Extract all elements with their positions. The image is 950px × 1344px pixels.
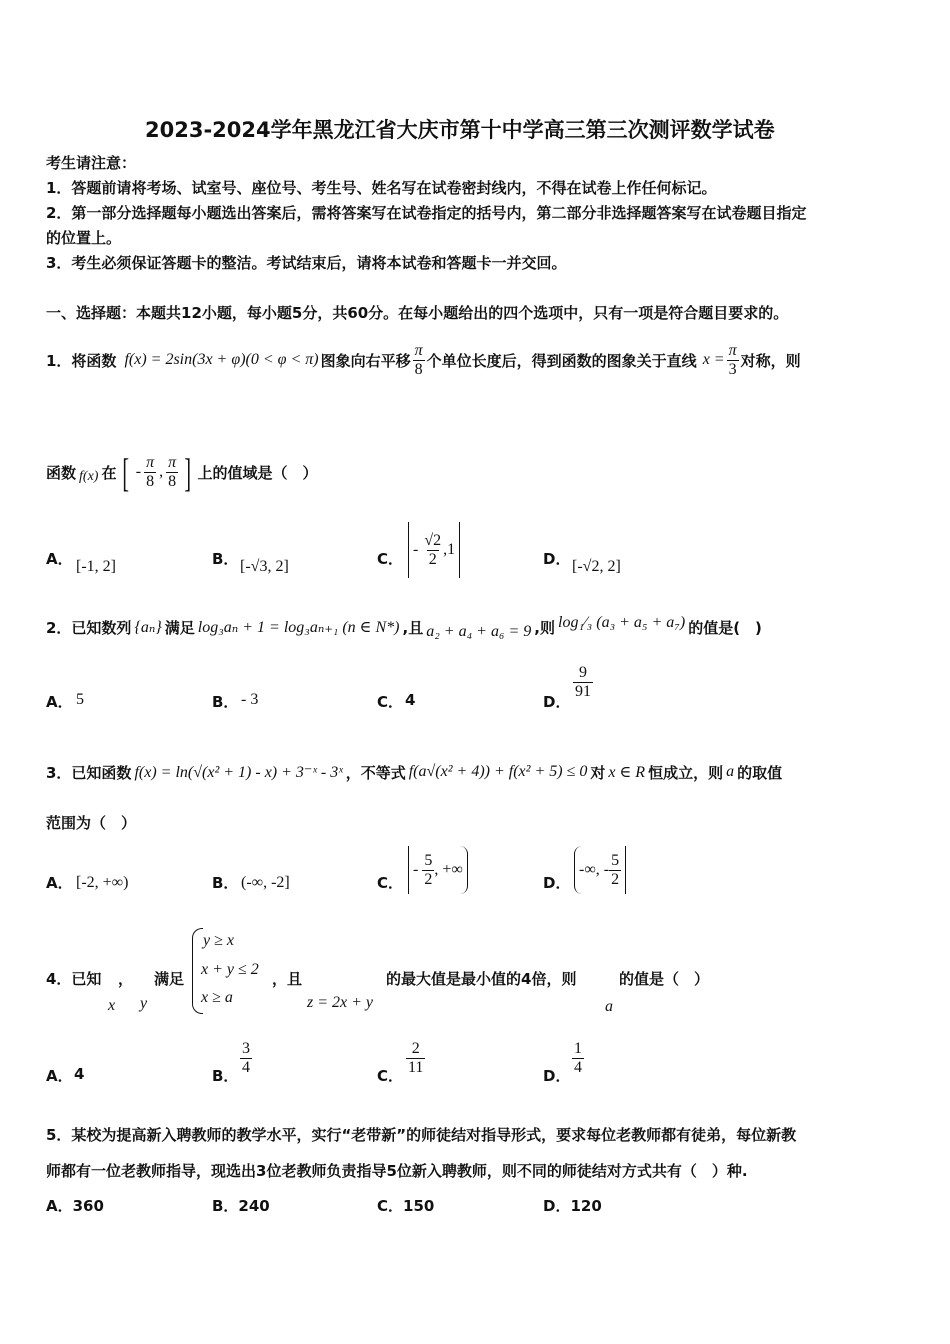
q4-suffix: 的值是（ ） [619,970,710,988]
notice-item: 2．第一部分选择题每小题选出答案后，需将答案写在试卷指定的括号内，第二部分非选择题答案写在试卷题目指定 [46,204,807,222]
q3-option-c-value [408,846,468,894]
q1-option-d-label: D． [543,550,571,568]
q3-option-d-value [574,846,626,894]
q2-text: ,且 [402,618,424,637]
q2-text: ,则 [534,618,555,637]
q1-interval-left [144,454,156,491]
q4-b-fraction [240,1040,252,1077]
q2-relation: log₃aₙ + 1 = log₃aₙ₊₁ (n ∈ N*) [197,619,400,636]
q1-c-tail: ,1 [443,541,456,558]
q3-inequality: f(a√(x² + 4)) + f(x² + 5) ≤ 0 [408,763,588,780]
question-5-line1: 5．某校为提高新入聘教师的教学水平，实行“老带新”的师徒结对指导形式，要求每位老教师都有徒弟，每位新教 [46,1126,797,1144]
q2-suffix: 的值是( ) [688,618,762,637]
q4-d-den: 4 [574,1059,582,1076]
q1-line-den: 3 [728,360,737,378]
q3-function: f(x) = ln(√(x² + 1) - x) + 3⁻ˣ - 3ˣ [134,764,343,781]
q4-x: x [108,997,116,1014]
question-5-line2: 师都有一位老教师指导，现选出3位老教师负责指导5位新入聘教师，则不同的师徒结对方式共有（ ）种. [46,1162,748,1180]
q2-prefix: 2．已知数列 [46,618,132,637]
q1-prefix: 1．将函数 [46,351,117,370]
minus-sign: - [413,541,423,558]
notice-heading: 考生请注意： [46,154,137,172]
q2-expression: log₁⁄₃ (a₃ + a₅ + a₇) [558,614,686,631]
q3-d-num: 5 [611,851,620,869]
q4-comma: ， [118,970,134,988]
q5-option-a: A．360 [46,1197,104,1215]
question-1-line2 [46,440,318,504]
q1-text: 个单位长度后，得到函数的图象关于直线 [426,351,697,370]
q5-option-c: C．150 [377,1197,435,1215]
q4-system-3: x ≥ a [201,989,233,1006]
q2-option-d-value [573,664,593,701]
minus-sign: - [135,463,142,480]
q3-condition: x ∈ R [608,764,646,781]
q1-option-c-value [408,522,460,578]
q3-prefix: 3．已知函数 [46,763,132,782]
q3-option-b-value: (-∞, -2] [241,874,290,891]
q1-il-num: π [146,453,155,471]
q1-c-den: 2 [428,550,437,568]
q3-text: 恒成立，则 [648,763,724,782]
q4-option-a-value: 4 [74,1065,85,1083]
q3-option-c-label: C． [377,874,404,892]
notice-item: 3．考生必须保证答题卡的整洁。考试结束后，请将本试卷和答题卡一并交回。 [46,254,567,272]
question-3 [46,752,782,792]
q1-line-lhs: x = [702,351,725,368]
q1-option-d-value: [-√2, 2] [572,558,621,575]
q1-shift-num: π [414,341,423,359]
question-3-line2: 范围为（ ） [46,814,137,832]
q1-l2-prefix: 函数 [46,463,77,482]
q1-shift-den: 8 [414,360,423,378]
q2-d-fraction [573,664,593,701]
q2-option-a-label: A． [46,693,73,711]
q3-c-num: 5 [424,851,433,869]
section-heading: 一、选择题：本题共12小题，每小题5分，共60分。在每小题给出的四个选项中，只有一项是符合题目要求的。 [46,304,789,322]
q1-line-fraction [727,342,739,379]
q4-option-c-label: C． [377,1067,404,1085]
q2-text: 满足 [164,618,195,637]
left-bracket-glyph: [ [122,449,130,495]
q3-suffix: 的取值 [737,763,783,782]
q4-b-den: 4 [242,1059,250,1076]
q2-d-den: 91 [575,683,591,700]
q2-option-d-label: D． [543,693,571,711]
q2-seq: {aₙ} [134,619,162,636]
q3-option-b-label: B． [212,874,239,892]
comma-glyph: , [159,463,164,480]
notice-item: 的位置上。 [46,229,122,247]
question-2 [46,604,762,650]
q4-d-num: 1 [574,1040,582,1057]
q3-c-tail: , +∞ [434,861,463,878]
q1-option-c-label: C． [377,550,404,568]
q3-d-fraction [609,852,621,889]
q1-line-num: π [728,341,737,359]
q2-option-c-label: C． [377,693,404,711]
q2-option-b-label: B． [212,693,239,711]
q3-text: 对 [590,763,606,782]
q1-shift-fraction [413,342,425,379]
q4-option-c-value [406,1040,425,1077]
q4-option-d-value [572,1040,584,1077]
notice-item: 1．答题前请将考场、试室号、座位号、考生号、姓名写在试卷密封线内，不得在试卷上作任何标记。 [46,179,717,197]
q1-l2-suffix: 上的值域是（ ） [197,463,318,482]
q3-option-a-label: A． [46,874,73,892]
q1-ir-num: π [168,453,177,471]
q3-option-a-value: [-2, +∞) [76,874,129,891]
q4-satisfy: 满足 [154,970,185,988]
q1-option-b-label: B． [212,550,239,568]
q1-il-den: 8 [146,472,155,490]
q4-c-den: 11 [408,1059,424,1076]
q1-text: 对称，则 [740,351,801,370]
q4-option-b-label: B． [212,1067,239,1085]
q1-text: 图象向右平移 [320,351,411,370]
q4-c-fraction [406,1040,425,1077]
q4-text: ，且 [272,970,303,988]
q2-option-c-value: 4 [405,691,416,709]
q2-option-a-value: 5 [76,691,84,708]
question-1 [46,330,801,390]
q2-option-b-value: - 3 [241,691,259,708]
q4-system-1: y ≥ x [203,932,234,949]
q1-l2-func: f(x) [79,469,99,484]
q1-option-b-value: [-√3, 2] [240,558,289,575]
q4-d-fraction [572,1040,584,1077]
q3-var: a [726,763,735,780]
q2-sum: a₂ + a₄ + a₆ = 9 [426,623,532,640]
page-title: 2023-2024学年黑龙江省大庆市第十中学高三第三次测评数学试卷 [145,118,775,142]
q5-option-b: B．240 [212,1197,270,1215]
q3-c-fraction [422,852,434,889]
q4-prefix: 4．已知 [46,970,102,988]
q4-option-b-value [240,1040,252,1077]
q1-function: f(x) = 2sin(3x + φ)(0 < φ < π) [124,351,319,368]
q1-option-c-fraction [422,532,443,569]
q1-ir-den: 8 [168,472,177,490]
q4-a: a [605,998,613,1015]
q3-d-head: -∞, - [579,861,610,878]
q3-c-den: 2 [424,870,433,888]
q4-system-2: x + y ≤ 2 [201,961,259,978]
q4-y: y [140,995,148,1012]
q1-interval-right [166,454,178,491]
q3-option-d-label: D． [543,874,571,892]
right-bracket-glyph: ] [184,449,192,495]
q4-option-d-label: D． [543,1067,571,1085]
q1-c-num: √2 [424,531,442,549]
q4-option-a-label: A． [46,1067,73,1085]
q3-text: ，不等式 [345,763,406,782]
q1-l2-in: 在 [101,463,117,482]
q4-objective: z = 2x + y [307,994,374,1011]
minus-sign: - [413,861,423,878]
q2-d-num: 9 [579,664,587,681]
q4-c-num: 2 [411,1040,420,1057]
q5-option-d: D．120 [543,1197,602,1215]
q1-option-a-value: [-1, 2] [76,558,116,575]
q3-d-den: 2 [611,870,620,888]
q4-b-num: 3 [242,1040,250,1057]
q1-option-a-label: A． [46,550,73,568]
q4-text: 的最大值是最小值的4倍，则 [386,970,577,988]
